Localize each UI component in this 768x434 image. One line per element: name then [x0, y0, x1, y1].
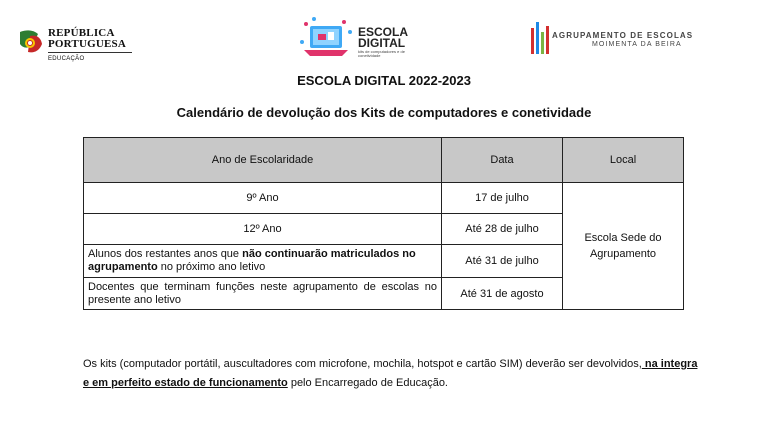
- local-line2: Agrupamento: [589, 248, 657, 260]
- page-title: ESCOLA DIGITAL 2022-2023: [297, 73, 471, 88]
- escola-digital-line2: DIGITAL: [358, 36, 406, 50]
- page-subtitle: Calendário de devolução dos Kits de computadores e conetividade: [176, 105, 592, 120]
- cell-data: Até 31 de julho: [442, 245, 563, 278]
- cell-local: [563, 183, 684, 310]
- instructions-text-end: pelo Encarregado de Educação.: [287, 377, 448, 389]
- agrupamento-logo: [530, 20, 750, 60]
- cell-data: Até 28 de julho: [442, 214, 563, 245]
- republica-divider: [48, 52, 132, 53]
- escola-digital-tagline: kits de computadores e de conetividade: [358, 49, 405, 58]
- cell-data: 17 de julho: [442, 183, 563, 214]
- header-data: Data: [442, 138, 563, 183]
- header-local: Local: [563, 138, 684, 183]
- agrupamento-line1: AGRUPAMENTO DE ESCOLAS: [552, 31, 694, 40]
- republica-portuguesa-logo: [18, 22, 138, 66]
- table-row: [84, 183, 684, 214]
- instructions-emphasis: na integra e em perfeito estado de funcionamento: [83, 358, 698, 389]
- ano-text-end: no próximo ano letivo: [157, 261, 266, 273]
- ano-bold-text: não continuarão matriculados no agrupamento: [88, 248, 416, 273]
- agrupamento-line2: MOIMENTA DA BEIRA: [592, 41, 682, 48]
- table-header-row: [84, 138, 684, 183]
- republica-line3: EDUCAÇÃO: [48, 56, 85, 62]
- ano-text: Alunos dos restantes anos que: [88, 248, 243, 260]
- agrupamento-bars-icon: [530, 20, 550, 56]
- republica-line1: REPÚBLICA: [48, 27, 115, 39]
- cell-ano: 12º Ano: [84, 214, 442, 245]
- cell-ano: [84, 245, 442, 278]
- cell-data: Até 31 de agosto: [442, 278, 563, 310]
- local-line1: Escola Sede do: [584, 232, 662, 244]
- escola-digital-line1: ESCOLA: [358, 25, 409, 39]
- calendar-table: [83, 137, 684, 310]
- cell-ano: Docentes que terminam funções neste agrupamento de escolas no presente ano letivo: [84, 278, 442, 310]
- header-ano: Ano de Escolaridade: [84, 138, 442, 183]
- return-instructions: [83, 355, 703, 393]
- republica-emblem-icon: [18, 28, 44, 56]
- republica-line2: PORTUGUESA: [48, 38, 127, 50]
- cell-ano: 9º Ano: [84, 183, 442, 214]
- laptop-icon: [296, 14, 356, 64]
- instructions-text: Os kits (computador portátil, auscultadores com microfone, mochila, hotspot e cartão SIM) deverão ser devolvidos,: [83, 358, 642, 370]
- escola-digital-logo: [296, 14, 416, 66]
